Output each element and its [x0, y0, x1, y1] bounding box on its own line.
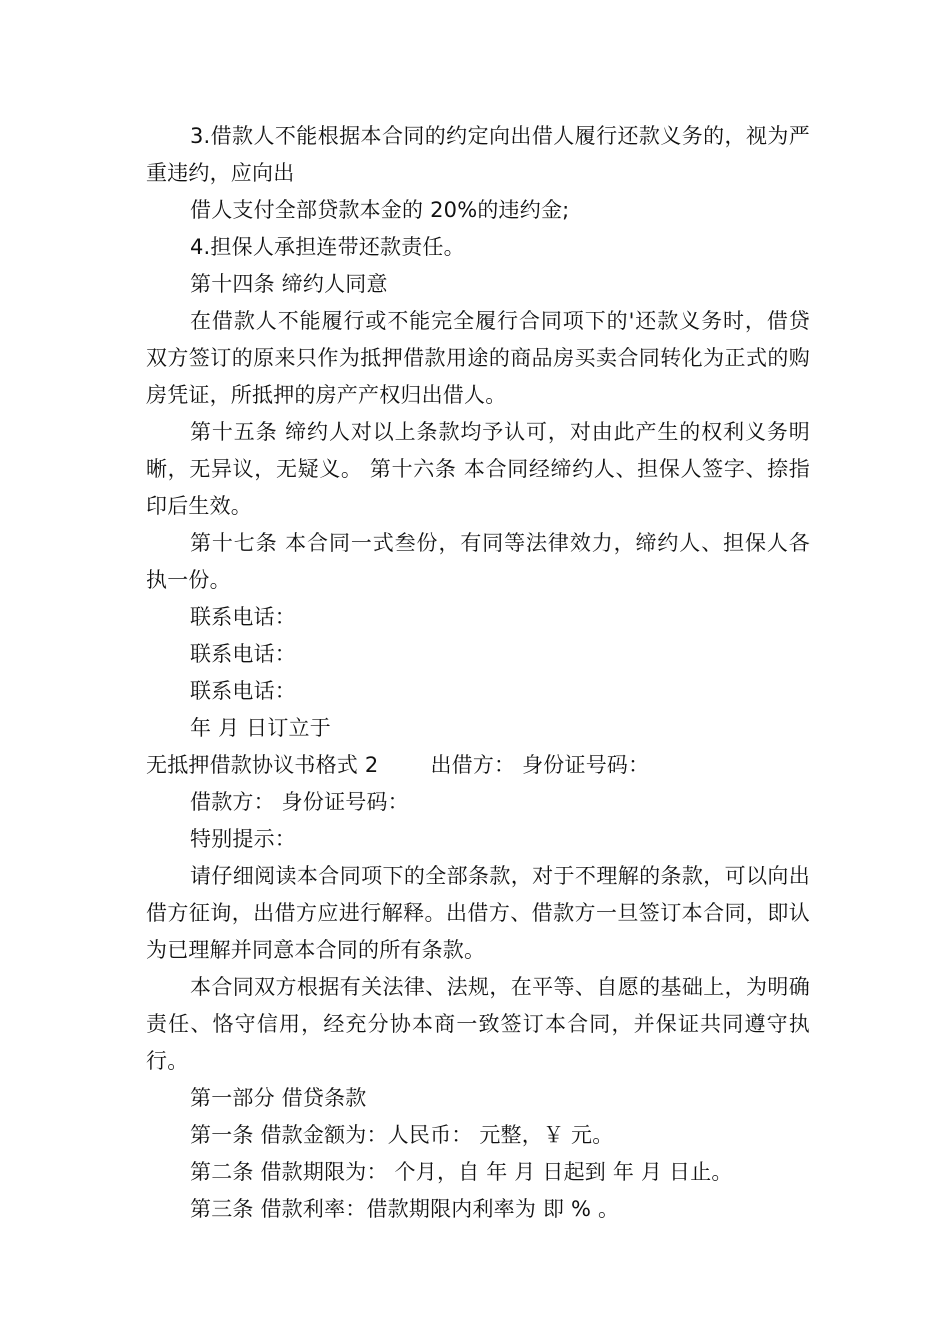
lender-id-line: 出借方： 身份证号码： — [430, 753, 650, 777]
special-notice-heading: 特别提示： — [190, 827, 296, 851]
article-14-body: 在借款人不能履行或不能完全履行合同项下的'还款义务时，借贷双方签订的原来只作为抵押借款用途的商品房买卖合同转化为正式的购房凭证，所抵押的房产产权归出借人。 — [146, 309, 810, 407]
article-1-amount: 第一条 借款金额为：人民币： 元整，￥ 元。 — [190, 1123, 614, 1147]
special-notice-body: 请仔细阅读本合同项下的全部条款，对于不理解的条款，可以向出借方征询，出借方应进行解释。出借方、借款方一旦签订本合同，即认为已理解并同意本合同的所有条款。 — [146, 864, 810, 962]
clause-penalty: 借人支付全部贷款本金的 20%的违约金; — [190, 198, 570, 222]
article-2-term: 第二条 借款期限为： 个月，自 年 月 日起到 年 月 日止。 — [190, 1160, 733, 1184]
template-title: 无抵押借款协议书格式 2 — [146, 753, 379, 777]
article-14-heading: 第十四条 缔约人同意 — [190, 272, 388, 296]
clause-guarantor: 4.担保人承担连带还款责任。 — [190, 235, 465, 259]
contact-phone-2: 联系电话： — [190, 642, 296, 666]
part-1-heading: 第一部分 借贷条款 — [190, 1086, 367, 1110]
contact-phone-3: 联系电话： — [190, 679, 296, 703]
contract-preamble: 本合同双方根据有关法律、法规，在平等、自愿的基础上，为明确责任、恪守信用，经充分协本商一致签订本合同，并保证共同遵守执行。 — [146, 975, 810, 1073]
template-title-line — [146, 747, 810, 784]
article-3-rate: 第三条 借款利率：借款期限内利率为 即 % 。 — [190, 1197, 620, 1221]
contact-phone-1: 联系电话： — [190, 605, 296, 629]
signing-date-line: 年 月 日订立于 — [190, 716, 331, 740]
document-body — [146, 118, 810, 1228]
clause-breach-default: 3.借款人不能根据本合同的约定向出借人履行还款义务的，视为严重违约，应向出 — [146, 124, 810, 185]
article-17: 第十七条 本合同一式叁份，有同等法律效力，缔约人、担保人各执一份。 — [146, 531, 810, 592]
article-15-16: 第十五条 缔约人对以上条款均予认可，对由此产生的权利义务明晰，无异议，无疑义。 第十六条 本合同经缔约人、担保人签字、捺指印后生效。 — [146, 420, 810, 518]
borrower-id-line: 借款方： 身份证号码： — [190, 790, 409, 814]
